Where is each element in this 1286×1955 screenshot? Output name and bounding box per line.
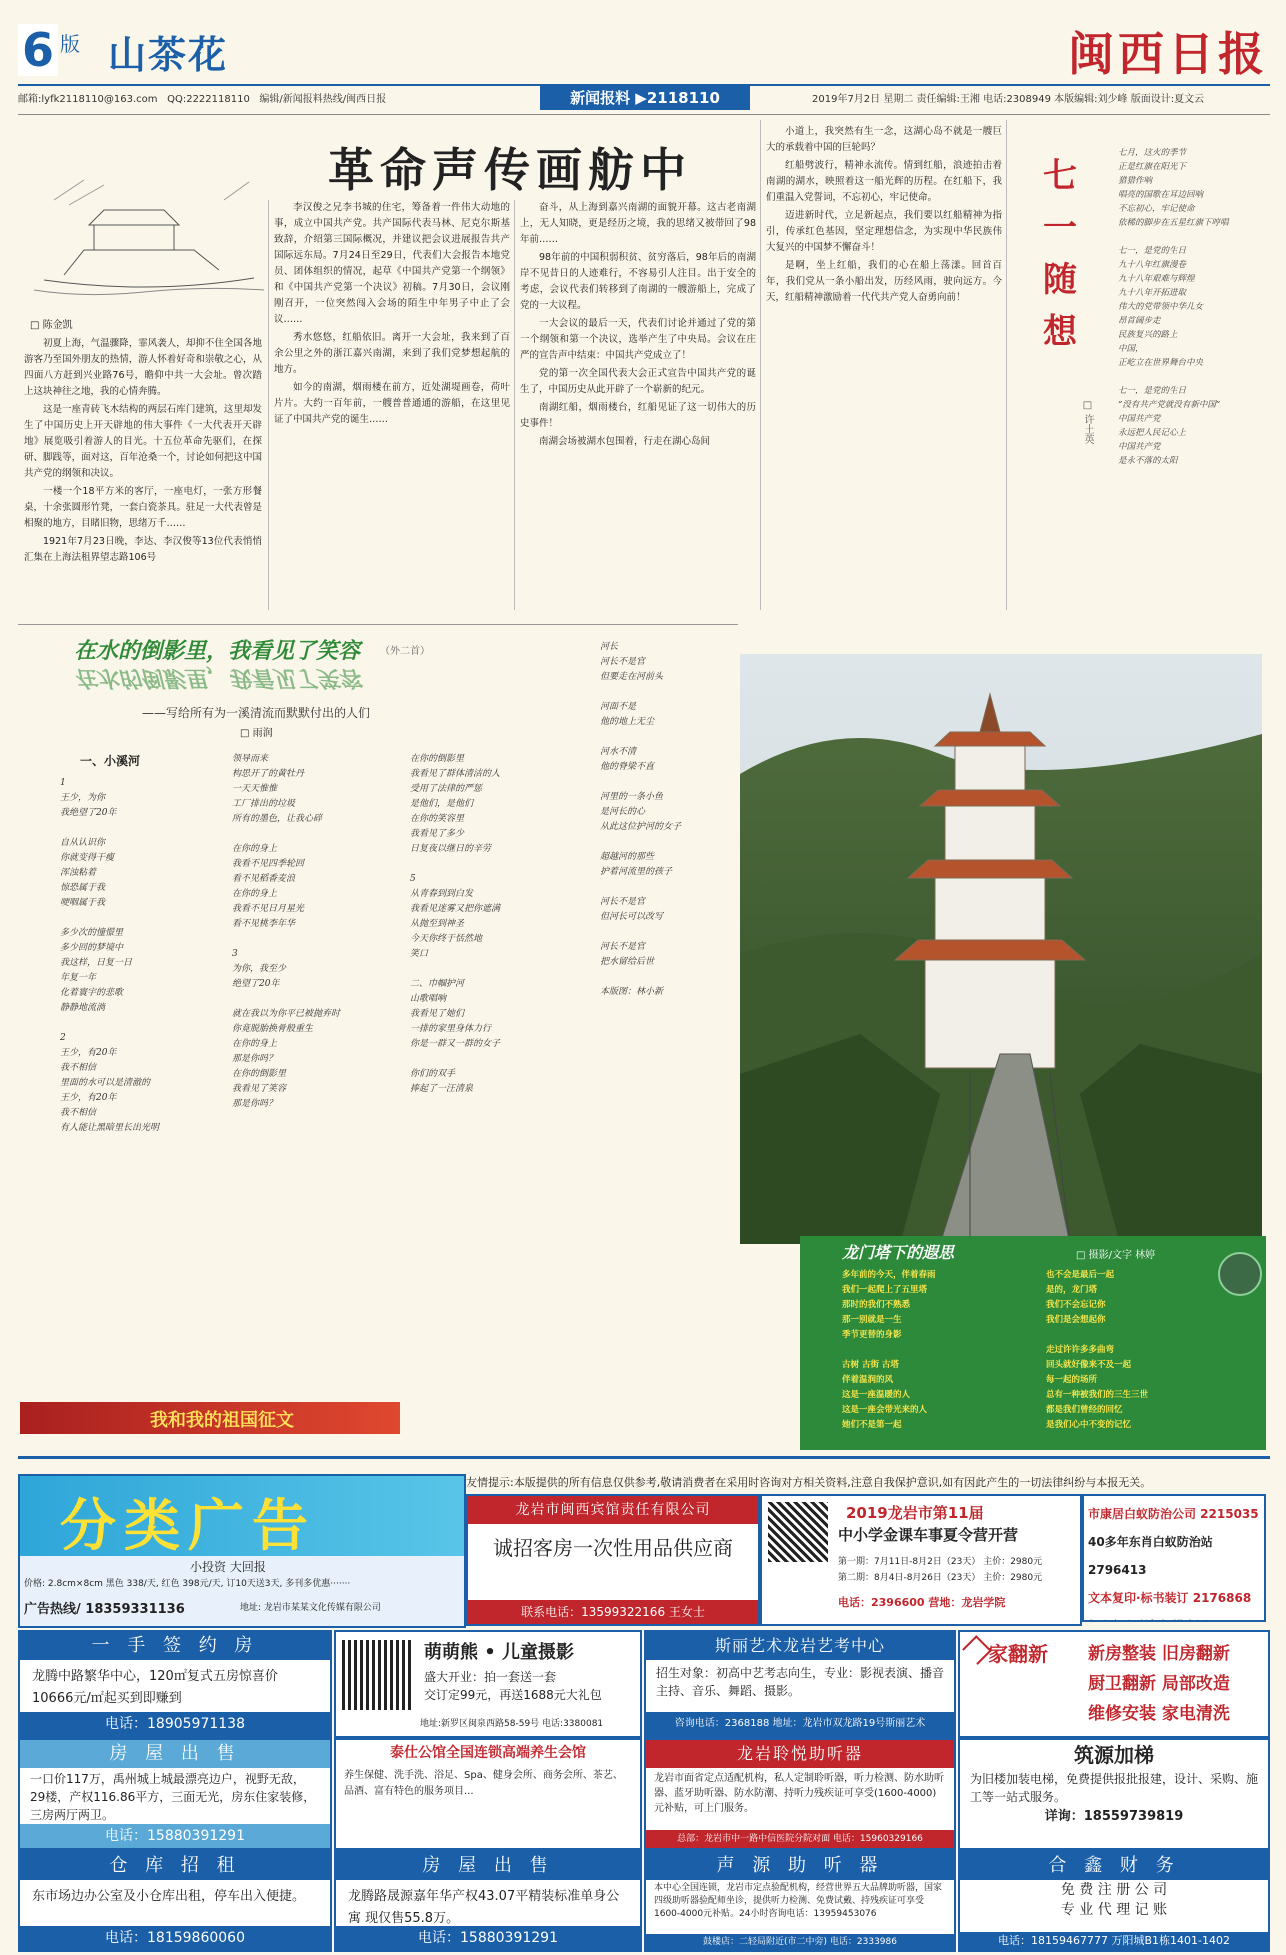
camp-phone: 电话：2396600 营地：龙岩学院: [838, 1596, 1006, 1609]
photo-caption-left: 多年前的今天，伴着春雨 我们一起爬上了五里塔 那时的我们不熟悉 那一别就是一生 季节更替的身影 古树 古街 古塔 伴着温润的风 这是一座温暖的人 这是一座会带光来的人 她们不是第一起: [842, 1270, 936, 1430]
article-paragraph: 如今的南湖，烟雨楼在前方，近处湖堤画卷，荷叶片片。大约一百年前，一艘普普通通的游船，在这里见证了中国共产党的诞生……: [274, 382, 510, 425]
ad-hotel-foot: 联系电话：13599322166 王女士: [468, 1600, 758, 1624]
article-paragraph: 南湖会场被湖水包围着，行走在湖心岛间: [539, 436, 711, 447]
article-paragraph: 迈进新时代，立足新起点，我们要以红船精神为指引，传承红色基因，坚定理想信念，为实现中华民族伟大复兴的中国梦不懈奋斗！: [766, 210, 1002, 253]
ad-accounting: [958, 1850, 1270, 1952]
qr-code-icon: [342, 1640, 412, 1710]
article-paragraph: 小道上，我突然有生一念，这湖心岛不就是一艘巨大的承载着中国的巨轮吗？: [766, 126, 1002, 153]
photo-caption-title: 龙门塔下的遐思: [842, 1243, 955, 1262]
essay-contest-label: 我和我的祖国征文: [150, 1410, 294, 1431]
header-email: 邮箱:lyfk2118110@163.com: [18, 94, 158, 105]
ad-hotel-head: 龙岩市闽西宾馆责任有限公司: [468, 1496, 758, 1524]
ad-hearing-1-foot: 总部：龙岩市中一路中信医院分院对面 电话：15960329166: [646, 1830, 954, 1848]
poem-section-title: 一、小溪河: [80, 754, 141, 768]
article-column-1: [24, 336, 262, 614]
sidebar-title: 七一随想: [1043, 156, 1077, 352]
classified-ad-banner: [18, 1474, 466, 1628]
ad-renovation: [958, 1630, 1270, 1738]
ad-hearing-2-foot: 鼓楼店：二轻局附近(市二中旁) 电话：2333986: [646, 1934, 954, 1950]
ad-first-sale-house: [18, 1630, 332, 1738]
elevator-phone: 详询：18559739819: [1044, 1809, 1184, 1824]
ad-hearing-2-body: 本中心全国连锁，龙岩市定点验配机构，经营世界五大品牌助听器，国家四级助听器验配师坐诊，提供听力检测、免费试戴、持残疾证可享受1600-4000元补贴。24小时咨询电话：13959453076: [654, 1883, 943, 1919]
column-divider: [268, 200, 269, 610]
article-column-4: [766, 124, 1002, 614]
poem-column-4: 河长 河长不是官 但要走在河前头 河面不是 他的地上无尘 河水不清 他的脊梁不直 河里的一条小鱼 是河长的心 从此这位护河的女子 超越河的那些 护着河流里的孩子 河长不是官 但河长可以改写 河长不是官 把水留给后世 本版图：林小新: [600, 642, 682, 997]
article-paragraph: 1921年7月23日晚，李达、李汉俊等13位代表悄悄汇集在上海法租界望志路106号: [24, 536, 262, 563]
ad-art-exam-body: 招生对象：初高中艺考志向生，专业：影视表演、播音主持、音乐、舞蹈、摄影。: [656, 1666, 945, 1698]
ad-hotel-body: 诚招客房一次性用品供应商: [493, 1536, 733, 1560]
ad-services-list: [1082, 1494, 1266, 1622]
header-date: 2019年7月2日 星期二 责任编辑:王湘 电话:2308949 本版编辑:刘少峰 版面设计:夏文云: [812, 94, 1205, 105]
renovation-line-3: 维修安装 家电清洗: [1088, 1704, 1230, 1724]
sidebar-author: □ 许土英: [1082, 400, 1093, 445]
ad-wellness: [334, 1738, 642, 1850]
ad-hearing-1-head: 龙岩聆悦助听器: [646, 1740, 954, 1768]
turtle-icon: [1218, 1252, 1262, 1296]
article-paragraph: 秀水悠悠，红船依旧。离开一大会址，我来到了百余公里之外的浙江嘉兴南湖，来到了我们党梦想起航的地方。: [274, 332, 510, 375]
ad-warehouse-head: 仓 库 招 租: [20, 1852, 330, 1880]
qr-code-icon: [768, 1502, 828, 1562]
ad-summer-camp: [760, 1494, 1082, 1626]
news-hotline: 新闻报料 ▶2118110: [540, 86, 750, 110]
header-rule-2: [18, 114, 1270, 115]
article-column-2: [274, 200, 510, 614]
ad-house-sale-2-body: 龙腾路晟源嘉年华产权43.07平精装标准单身公寓 现仅售55.8万。: [348, 1889, 620, 1926]
poem-title: 在水的倒影里，我看见了笑容: [74, 638, 361, 664]
column-divider: [1006, 120, 1007, 610]
ads-divider: [18, 1456, 1270, 1459]
elevator-title: 筑源加梯: [1074, 1743, 1154, 1767]
service-line-1: 市康居白蚁防治公司 2215035: [1088, 1507, 1259, 1521]
poem-column-2: 领导而来 构思开了的黄牡丹 一天天惟惟 工厂排出的垃圾 所有的墨色，让我心碎 在你的身上 我看不见四季轮回 看不见稻香麦浪 在你的身上 我看不见日月星光 看不见桃李年华 3 为你，我至少 绝望了20年 就在我以为你平已被抛弃时 你竟脱胎换骨般重生 在你的身上 那是你吗？ 在你的倒影里 我看见了笑容 那是你吗？: [232, 754, 341, 1109]
ad-first-sale-body: 龙腾中路繁华中心，120㎡复式五房惊喜价10666元/㎡起买到即赚到: [32, 1669, 278, 1706]
ad-accounting-head: 合 鑫 财 务: [960, 1852, 1268, 1880]
poem-author: □ 雨润: [240, 728, 273, 739]
poem-column-3: 在你的倒影里 我看见了群体清洁的人 受用了法律的严惩 是他们，是他们 在你的笑容里 我看见了多少 日复夜以继日的辛劳 5 从青春到到白发 我看见迷雾又把你遮满 从抛至到神圣 今天你终于恬然地 笑口 二、巾帼护河 山歌唱响 我看见了她们 一排的家里身体力行 你是一群又一群的女子 你们的双手 捧起了一汪清泉: [410, 754, 501, 1094]
camp-session-2: 第二期：8月4日-8月26日（23天） 主价：2980元: [838, 1573, 1043, 1583]
pagoda-photo: [740, 654, 1262, 1244]
article-paragraph: 98年前的中国积弱积贫、贫穷落后，98年后的南湖岸不见昔日的人迹难行，不容易引人注目。出于安全的考虑，会议代表们转移到了南湖的一艘游船上，完成了党的一大议程。: [520, 252, 756, 311]
renovation-line-2: 厨卫翻新 局部改造: [1088, 1674, 1230, 1694]
photo-caption-right: 也不会是最后一起 是的，龙门塔 我们不会忘记你 我们是会想起你 走过许许多多曲弯 回头就好像来不及一起 每一起的场所 总有一种被我们的三生三世 都是我们曾经的回忆 是我们心中不变的记忆: [1046, 1270, 1149, 1430]
article-paragraph: 李汉俊之兄李书城的住宅，筹备着一件伟大动地的事，成立中国共产党。共产国际代表马林、尼克尔斯基致辞，介绍第三国际概况，并建议把会议进展报告共产国际远东局。7月24日至29日，代表们大会报告本地党员、团体组织的情况，起草《中国共产党第一个纲领》和《中国共产党第一个决议》初稿。7月30日，会议刚刚召开，一位突然闯入会场的陌生中年男子中止了会议……: [274, 202, 510, 325]
ad-house-sale-1-head: 房 屋 出 售: [20, 1740, 330, 1768]
article-paragraph: 初夏上海，气温骤降，霏风袭人，却抑不住全国各地游客乃至国外朋友的热情，游人怀着好奇和崇敬之心，从四面八方赶到兴业路76号，瞻仰中共一大会址。曾次踏上这块神往之地，我的心情奔腾。: [24, 338, 262, 397]
column-divider: [514, 200, 515, 610]
poem-subtitle: ——写给所有为一溪清流而默默付出的人们: [142, 706, 371, 720]
page-ban-label: 版: [60, 32, 80, 56]
wellness-body: 养生保健、洗手洗、浴足、Spa、健身会所、商务会所、茶艺、品酒、富有特色的服务项目...: [344, 1770, 623, 1797]
studio-body: 盛大开业：拍一套送一套 交订定99元，再送1688元大礼包: [424, 1670, 602, 1702]
ad-accounting-foot: 电话：18159467777 万阳城B1栋1401-1402: [960, 1932, 1268, 1950]
ad-hearing-aid-1: [644, 1738, 956, 1850]
article-paragraph: 奋斗，从上海到嘉兴南湖的面貌开幕。这古老南湖上，无人知晓，更是经历之境，我的思绪又被带回了98年前……: [520, 202, 756, 245]
camp-session-1: 第一期：7月11日-8月2日（23天） 主价：2980元: [838, 1557, 1043, 1567]
service-line-4: [1088, 1612, 1260, 1622]
studio-address: 地址:新罗区闽泉西路58-59号 电话:3380081: [420, 1719, 604, 1729]
service-line-2: 40多年东肖白蚁防治站 2796413: [1088, 1535, 1213, 1577]
accounting-line-1: 免 费 注 册 公 司: [1060, 1882, 1168, 1898]
wellness-title: 泰仕公馆全国连锁高端养生会馆: [390, 1745, 586, 1761]
ad-hotel: [466, 1494, 760, 1626]
ad-hearing-aid-2: [644, 1850, 956, 1952]
column-divider: [760, 120, 761, 610]
ad-elevator: [958, 1738, 1270, 1850]
article-column-3: [520, 200, 756, 614]
ad-hearing-1-body: 龙岩市面省定点适配机构，私人定制聆听器，听力检测、防水助听器、蓝牙助听器、防水防潮、持听力残疾证可享受(1600-4000)元补贴，可上门服务。: [654, 1773, 944, 1814]
ad-house-sale-1: [18, 1738, 332, 1850]
article-paragraph: 一楼一个18平方米的客厅，一座电灯，一张方形餐桌，十余张圆形竹凳，一套白瓷茶具。驻足一大代表曾是相聚的地方，目睹旧物，思绪万千……: [24, 486, 262, 529]
ad-hearing-2-head: 声 源 助 听 器: [646, 1852, 954, 1880]
article-paragraph: 红船劈波行，精神永流传。情到红船，浪迹拍击着南湖的湖水，映照着这一船光辉的历程。在红船下，我们重温入党誓词，不忘初心，牢记使命。: [766, 160, 1002, 203]
classified-title: 分类广告: [60, 1494, 316, 1559]
photo-caption-author: □ 摄影/文字 林婷: [1076, 1250, 1156, 1261]
newspaper-logo: 闽西日报: [1068, 27, 1268, 81]
article-author: □ 陈金凯: [30, 320, 73, 331]
ad-house-sale-1-body: 一口价117万，禹州城上城最漂亮边户，视野无敌，29楼，产权116.86平方，三面无光，房东住家装修，三房两厅两卫。: [30, 1772, 316, 1822]
ad-first-sale-foot: 电话：18905971138: [20, 1712, 330, 1736]
ad-house-sale-1-foot: 电话：15880391291: [20, 1824, 330, 1848]
accounting-line-2: 专 业 代 理 记 账: [1060, 1902, 1168, 1918]
classified-phone: 广告热线/ 18359331136: [24, 1602, 185, 1617]
ad-disclaimer: 友情提示:本版提供的所有信息仅供参考,敬请消费者在采用时咨询对方相关资料,注意自我保护意识,如有因此产生的一切法律纠纷与本报无关。: [466, 1476, 1152, 1489]
poem-column-1: 1 王少，为你 我绝望了20年 自从认识你 你就变得干瘦 浑浊粘着 惊恐属于我 哽咽属于我 多少次的憧憬里 多少回的梦境中 我这样，日复一日 年复一年 化着寰宇的悲歌 静静地流淌 2 王少，有20年 我不相信 里面的水可以是清澈的 王少，有20年 我不相信 有人能让黑暗里长出光明: [60, 778, 160, 1133]
classified-price: 价格: 2.8cm×8cm 黑色 338/天, 红色 398元/天, 订10天送3天, 多刊多优惠·······: [24, 1579, 351, 1589]
ad-art-exam-foot: 咨询电话：2368188 地址：龙岩市双龙路19号斯丽艺术: [646, 1712, 954, 1736]
article-paragraph: 党的第一次全国代表大会正式宣告中国共产党的诞生了，中国历史从此开辟了一个崭新的纪元。: [520, 368, 756, 395]
service-line-3: 文本复印·标书装订 2176868: [1088, 1591, 1252, 1605]
header-qq: QQ:2222118110: [167, 94, 250, 105]
boat-illustration: [24, 170, 274, 310]
ad-warehouse-body: 东市场边办公室及小仓库出租，停车出入便捷。: [32, 1889, 306, 1904]
column-title: 山茶花: [108, 33, 229, 77]
ad-photo-studio: [334, 1630, 642, 1738]
camp-subtitle: 中小学金课车事夏令营开营: [838, 1526, 1019, 1544]
ad-first-sale-head: 一 手 签 约 房: [20, 1632, 330, 1660]
sidebar-poem: 七月，这火的季节 正是红旗在阳光下 猎猎作响 唱亮的国歌在耳边回响 不忘初心，牢记使命 依稀的脚步在五星红旗下哼唱 七一，是党的生日 九十八年红旗漫卷 九十八年艰难与辉煌 九十八年开拓进取 伟大的党带领中华儿女 昂首阔步走 民族复兴的路上 中国， 正屹立在世界舞台中央 七一，是党的生日 “没有共产党就没有新中国” 中国共产党 永远把人民记心上 中国共产党 是永不落的太阳: [1118, 148, 1229, 466]
article-paragraph: 是啊，坐上红船，我们的心在船上荡漾。回首百年，我们党从一条小船出发，历经风雨，驶向远方。今天，红船精神激励着一代代共产党人奋勇向前！: [766, 260, 1002, 303]
ad-art-exam-head: 斯丽艺术龙岩艺考中心: [646, 1632, 954, 1660]
camp-title: 2019龙岩市第11届: [846, 1504, 984, 1522]
renovation-line-1: 新房整装 旧房翻新: [1088, 1644, 1230, 1664]
ad-house-sale-2: [334, 1850, 642, 1952]
classified-address: 地址: 龙岩市某某文化传媒有限公司: [240, 1603, 381, 1613]
classified-sub: 小投资 大回报: [190, 1560, 266, 1574]
section-divider: [18, 624, 738, 625]
page-number: 6: [18, 24, 58, 76]
ad-house-sale-2-foot: 电话：15880391291: [336, 1926, 640, 1950]
renovation-brand: 家翻新: [988, 1642, 1048, 1666]
elevator-body: 为旧楼加装电梯，免费提供报批报建，设计、采购、施工等一站式服务。: [970, 1772, 1259, 1804]
ad-art-exam: [644, 1630, 956, 1738]
ad-house-sale-2-head: 房 屋 出 售: [336, 1852, 640, 1880]
poem-title-reflection: 在水的倒影里，我看见了笑容: [74, 665, 361, 691]
article-paragraph: 南湖红船，烟雨楼台，红船见证了这一切伟大的历史事件！: [520, 402, 756, 429]
article-paragraph: 这是一座青砖飞木结构的两层石库门建筑，这里却发生了中国历史上开天辟地的伟大事件《一大代表开天辟地》展览吸引着游人的目光。十五位革命先驱们，在探研、脚践等，面对这，百年沧桑一个，讨论如何把这中国共产党的纲领和决议。: [24, 404, 262, 479]
header-contact: 编辑/新闻报料热线/闽西日报: [259, 94, 387, 105]
poem-note: （外二首）: [380, 646, 430, 657]
ad-warehouse-rent: [18, 1850, 332, 1952]
studio-title: 萌萌熊 • 儿童摄影: [424, 1642, 575, 1663]
ad-warehouse-foot: 电话：18159860060: [20, 1926, 330, 1950]
article-paragraph: 一大会议的最后一天，代表们讨论并通过了党的第一个纲领和第一个决议，选举产生了中央局。会议在庄严的宣告声中结束：中国共产党成立了！: [520, 318, 756, 361]
article-title: 革命声传画舫中: [328, 143, 692, 197]
